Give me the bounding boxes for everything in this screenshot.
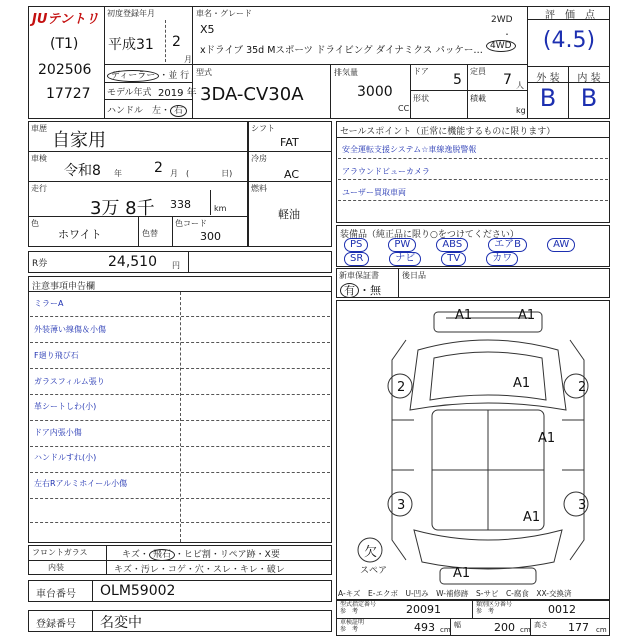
equipment-navi: ナビ bbox=[389, 252, 421, 266]
lot-tag: (T1) bbox=[50, 36, 79, 52]
recycle-label: R券 bbox=[32, 259, 48, 269]
color-value: ホワイト bbox=[58, 228, 102, 241]
mileage-label: 走行 bbox=[31, 184, 47, 193]
warranty-label: 新車保証書 bbox=[339, 271, 379, 280]
category-number: 0012 bbox=[548, 603, 576, 616]
shaken-month-unit: 月 bbox=[170, 169, 178, 178]
handle-label: ハンドル 左・ 右 bbox=[107, 103, 187, 116]
rating-score: (4.5) bbox=[542, 28, 596, 53]
displacement-label: 排気量 bbox=[334, 68, 358, 77]
chassis-label: 車台番号 bbox=[36, 589, 76, 600]
shaken-month: 2 bbox=[154, 160, 163, 176]
recycle-unit: 円 bbox=[172, 261, 180, 270]
load-unit: kg bbox=[516, 106, 526, 115]
mileage: 3万 8千 bbox=[90, 198, 155, 219]
front-glass-selected: 飛石 bbox=[149, 549, 175, 561]
damage-mark: 3 bbox=[397, 498, 406, 513]
damage-legend: A-キズ E-エクボ U-凹み W-補修跡 S-サビ C-腐食 XX-交換済 bbox=[338, 589, 572, 598]
auction-logo: JUテントリ bbox=[32, 12, 99, 27]
damage-mark: 2 bbox=[578, 380, 587, 395]
note-item: 外装薄い線傷＆小傷 bbox=[34, 325, 106, 334]
note-item: ハンドルすれ(小) bbox=[34, 453, 97, 462]
recycle-frame bbox=[28, 251, 332, 273]
spare-label: スペア bbox=[360, 566, 388, 576]
color-change-label: 色替 bbox=[142, 229, 158, 238]
length-unit: cm bbox=[440, 626, 451, 634]
vehicle-type: 3DA-CV30A bbox=[200, 84, 304, 105]
damage-mark: 2 bbox=[397, 380, 406, 395]
damage-mark: A1 bbox=[513, 376, 531, 391]
note-item: 革シートしわ(小) bbox=[34, 402, 97, 411]
displacement-unit: CC bbox=[398, 104, 410, 113]
notes-label: 注意事項申告欄 bbox=[32, 282, 96, 292]
usage: 自家用 bbox=[52, 130, 106, 151]
equipment-abs: ABS bbox=[436, 238, 468, 252]
note-item: F廻り飛び石 bbox=[34, 351, 79, 360]
vehicle-grade: xドライブ 35d Mスポーツ ドライビング ダイナミクス パッケー… bbox=[200, 45, 483, 56]
ac-value: AC bbox=[284, 168, 300, 181]
damage-mark: 3 bbox=[578, 498, 587, 513]
height-label: 高さ bbox=[534, 621, 548, 629]
warranty-date-label: 後日品 bbox=[402, 271, 426, 280]
note-item: ドア内張小傷 bbox=[34, 428, 82, 437]
equipment-sr: SR bbox=[344, 252, 369, 266]
displacement: 3000 bbox=[357, 84, 393, 100]
doors-label: ドア bbox=[413, 67, 429, 76]
interior-label: 内 装 bbox=[577, 73, 601, 84]
width-label: 幅 bbox=[454, 621, 461, 629]
selling-points-label: セールスポイント（正常に機能するものに限ります） bbox=[340, 127, 556, 137]
capacity: 7 bbox=[503, 72, 512, 88]
selling-point-item: ユーザー買取車両 bbox=[342, 188, 406, 197]
usage-label: 車歴 bbox=[31, 124, 47, 133]
shaken-year-unit: 年 bbox=[114, 169, 122, 178]
vehicle-name-label: 車名・グレード bbox=[196, 9, 252, 18]
registration-month-unit: 月 bbox=[184, 55, 192, 64]
dealer-label: ディーラー ・並 行 bbox=[107, 68, 189, 81]
ac-label: 冷房 bbox=[251, 154, 267, 163]
shift-value: FAT bbox=[280, 136, 299, 149]
warranty-selected: 有 bbox=[340, 283, 359, 298]
damage-mark: A1 bbox=[523, 510, 541, 525]
note-item: ミラーA bbox=[34, 299, 64, 308]
registration-label: 初度登録年月 bbox=[107, 9, 155, 18]
damage-mark: A1 bbox=[538, 431, 556, 446]
reg-number: 名変中 bbox=[100, 615, 142, 631]
front-glass-value: キズ・ 飛石 ・ヒビ割・リペア跡・X要 bbox=[122, 550, 280, 560]
exterior-grade: B bbox=[539, 84, 557, 112]
length-value: 493 bbox=[414, 621, 435, 634]
spare-mark: 欠 bbox=[364, 545, 378, 560]
shaken-era: 令和8 bbox=[64, 163, 101, 179]
height-value: 177 bbox=[568, 621, 589, 634]
interior-grade: B bbox=[580, 84, 598, 112]
interior-note-label: 内装 bbox=[48, 563, 64, 572]
doors: 5 bbox=[453, 72, 462, 88]
capacity-label: 定員 bbox=[470, 67, 486, 76]
model-year-label: モデル年式 bbox=[107, 88, 152, 98]
equipment-row1 bbox=[344, 238, 575, 252]
lot-number: 17727 bbox=[46, 86, 91, 102]
color-code-label: 色コード bbox=[175, 219, 207, 228]
mileage-unit: km bbox=[214, 204, 227, 213]
damage-mark: A1 bbox=[518, 308, 536, 323]
warranty-value: 有 ・無 bbox=[340, 282, 381, 298]
registration-era: 平成31 bbox=[108, 37, 154, 53]
shaken-label: 車検 bbox=[31, 154, 47, 163]
chassis-number: OLM59002 bbox=[100, 583, 176, 599]
color-code: 300 bbox=[200, 230, 221, 243]
equipment-airbag: エアB bbox=[488, 238, 527, 252]
car-diagram bbox=[336, 300, 610, 600]
model-spec-number: 20091 bbox=[406, 603, 441, 616]
interior-note-value: キズ・汚レ・コゲ・穴・スレ・キレ・破レ bbox=[114, 565, 285, 575]
shift-label: シフト bbox=[251, 124, 275, 133]
color-label: 色 bbox=[31, 219, 39, 228]
equipment-tv: TV bbox=[441, 252, 466, 266]
registration-month: 2 bbox=[172, 34, 181, 50]
drive-4wd: 4WD bbox=[486, 40, 516, 52]
vehicle-name: X5 bbox=[200, 23, 215, 36]
equipment-ps: PS bbox=[344, 238, 368, 252]
rating-label: 評 価 点 bbox=[545, 10, 595, 21]
equipment-label: 装備品（純正品に限り○をつけてください） bbox=[340, 230, 519, 240]
exterior-label: 外 装 bbox=[536, 73, 560, 84]
damage-mark: A1 bbox=[453, 566, 471, 581]
length-label: 車検証明 参 考 bbox=[340, 619, 365, 633]
date-code: 202506 bbox=[38, 62, 92, 78]
damage-mark: A1 bbox=[455, 308, 473, 323]
drive-dot: ・ bbox=[503, 30, 511, 39]
width-unit: cm bbox=[520, 626, 531, 634]
dealer-selected: ディーラー bbox=[107, 70, 159, 82]
model-spec-label: 型式指定番号 参 考 bbox=[340, 601, 377, 615]
drive-2wd: 2WD bbox=[491, 15, 513, 25]
model-year: 2019 年 bbox=[158, 88, 197, 99]
height-unit: cm bbox=[596, 626, 607, 634]
mileage-sub: 338 bbox=[170, 198, 191, 211]
type-label: 型式 bbox=[196, 68, 212, 77]
width-value: 200 bbox=[494, 621, 515, 634]
selling-point-item: 安全運転支援システム☆車線逸脱警報 bbox=[342, 145, 477, 154]
capacity-unit: 人 bbox=[516, 81, 524, 90]
equipment-pw: PW bbox=[388, 238, 416, 252]
equipment-leather: カワ bbox=[486, 252, 518, 266]
fuel-label: 燃料 bbox=[251, 184, 267, 193]
handle-selected: 右 bbox=[170, 105, 187, 117]
note-item: ガラスフィルム張り bbox=[34, 377, 105, 386]
recycle-value: 24,510 bbox=[108, 254, 157, 270]
equipment-row2 bbox=[344, 252, 518, 266]
shaken-day: ( 日) bbox=[186, 169, 233, 178]
selling-point-item: アラウンドビューカメラ bbox=[342, 167, 430, 176]
shape-label: 形状 bbox=[413, 94, 429, 103]
fuel-value: 軽油 bbox=[278, 208, 300, 221]
load-label: 積載 bbox=[470, 94, 486, 103]
note-item: 左右Rアルミホイール小傷 bbox=[34, 479, 128, 488]
equipment-aw: AW bbox=[547, 238, 575, 252]
front-glass-label: フロントガラス bbox=[32, 548, 88, 557]
reg-label: 登録番号 bbox=[36, 619, 76, 630]
category-label: 類別区分番号 参 考 bbox=[476, 601, 513, 615]
